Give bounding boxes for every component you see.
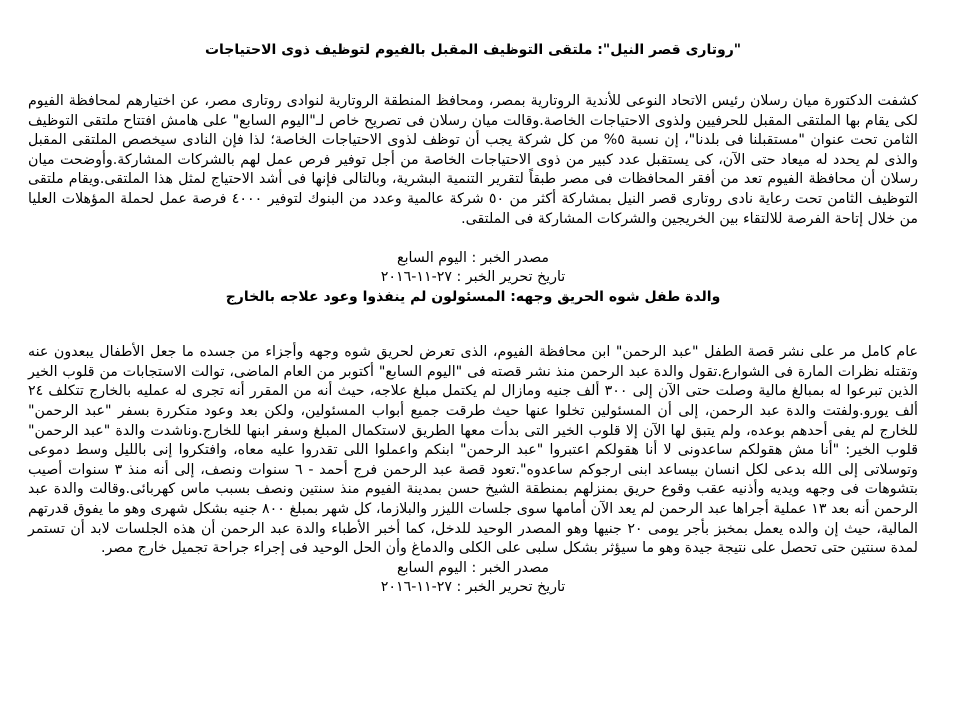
article-2-date: تاريخ تحرير الخبر : ٢٧-١١-٢٠١٦ (380, 578, 566, 595)
spacer (28, 307, 918, 343)
article-1-source: مصدر الخبر : اليوم السابع (397, 250, 549, 267)
spacer (28, 60, 918, 92)
article-1-body: كشفت الدكتورة ميان رسلان رئيس الاتحاد النوعى للأندية الروتارية بمصر، ومحافظ المنطقة الروتارية لنوادى روتارى مصر، عن اختيارهم لمحافظة الفيوم لكى يقام بها الملتقى المقبل للحرفيين ولذوى الاحتياجات الخاصة.وقالت ميان رسلان فى تصريح خاص لـ"اليوم السابع" على هامش افتتاح ملتقى التوظيف الثامن تحت عنوان "مستقبلنا فى بلدنا"، إن نسبة ٥% من كل شركة يجب أن توظف لذوى الاحتياجات الخاصة؛ لذا فإن النادى سيخصص الملتقى المقبل والذى لم يحدد له ميعاد حتى الآن، كى يستقبل عدد كبير من ذوى الاحتياجات الخاصة من أجل توفير فرص عمل لهم بالشركات المشاركة.وأوضحت ميان رسلان أن محافظة الفيوم تعد من أفقر المحافظات فى مصر طبقاً لتقرير التنمية البشرية، وبالتالى فإنها فى أشد الاحتياج لمثل هذا الملتقى.ويقام ملتقى التوظيف الثامن تحت رعاية نادى روتارى قصر النيل بمشاركة أكثر من ٥٠ شركة عالمية وعدد من البنوك لتوفير ٤٠٠٠ فرصة عمل لحملة المؤهلات العليا من خلال إتاحة الفرصة للالتقاء بين الخريجين والشركات المشاركة فى الملتقى. (28, 93, 918, 227)
spacer (28, 229, 918, 249)
document-page (28, 40, 918, 597)
article-2-body: عام كامل مر على نشر قصة الطفل "عبد الرحمن" ابن محافظة الفيوم، الذى تعرض لحريق شوه وجهه وأجزاء من جسده ما جعل الأطفال يبعدون عنه وتقتله نظرات المارة فى الشوارع.تقول والدة عبد الرحمن منذ نشر قصته فى "اليوم السابع" أكتوبر من العام الماضى، توالت الاستجابات من قلوب الخير الذين تبرعوا له بمبالغ مالية وصلت حتى الآن إلى ٣٠٠ ألف جنيه ومازال لم يكتمل مبلغ علاجه، حيث أنه من المقرر أنه تجرى له عمليه بالخارج تتكلف ٢٤ ألف يورو.ولفتت والدة عبد الرحمن، إلى أن المسئولين تخلوا عنها حيث طرقت جميع أبواب المسئولين، ولكن بعد وعود متكررة بسفر "عبد الرحمن" للخارج لم يفى أحدهم بوعده، ولم يتبق لها الآن إلا قلوب الخير التى بدأت معها الطريق لاستكمال المبلغ وسفر ابنها للخارج.وناشدت والدة "عبد الرحمن" قلوب الخير: "أنا مش هقولكم ساعدونى لا أنا هقولكم اعتبروا "عبد الرحمن" ابنكم واعملوا اللى تقدروا عليه معاه، وافتكروا إنى بالليل وسط دموعى وتوسلاتى إلى الله بدعى لكل انسان بيساعد ابنى ارجوكم ساعدوه".تعود قصة عبد الرحمن فرج أحمد - ٦ سنوات ونصف، إلى أنه منذ ٣ سنوات أصيب بتشوهات فى وجهه ويديه وأذنيه عقب وقوع حريق بمنزلهم بمنطقة الشيخ حسن بمدينة الفيوم منذ سنتين ونصف بسبب ماس كهربائى.وقالت والدة عبد الرحمن أنه بعد ١٣ عملية أجراها عبد الرحمن لم يعد الآن أمامها سوى جلسات الليزر والبلازما، كل شهر بمبلغ ٨٠٠ جنيه بشكل شهرى وهو ما يفوق قدرتهم المالية، حيث إن والده يعمل بمخبز بأجر يومى ٢٠ جنيها وهو المصدر الوحيد للدخل، كما أخبر الأطباء والدة عبد الرحمن أن هذه الجلسات لابد أن تستمر لمدة سنتين حتى تحصل على نتيجة جيدة وهو ما سيؤثر بشكل سلبى على الكلى والدماغ وأن الحل الوحيد فى إجراء جراحة تجميل خارج مصر. (28, 344, 918, 557)
article-1-date: تاريخ تحرير الخبر : ٢٧-١١-٢٠١٦ (380, 269, 566, 286)
article-2-title: والدة طفل شوه الحريق وجهه: المسئولون لم ينفذوا وعود علاجه بالخارج (225, 289, 721, 306)
article-1-title: "روتارى قصر النيل": ملتقى التوظيف المقبل بالفيوم لتوظيف ذوى الاحتياجات (204, 42, 742, 58)
article-2-source: مصدر الخبر : اليوم السابع (397, 559, 549, 576)
